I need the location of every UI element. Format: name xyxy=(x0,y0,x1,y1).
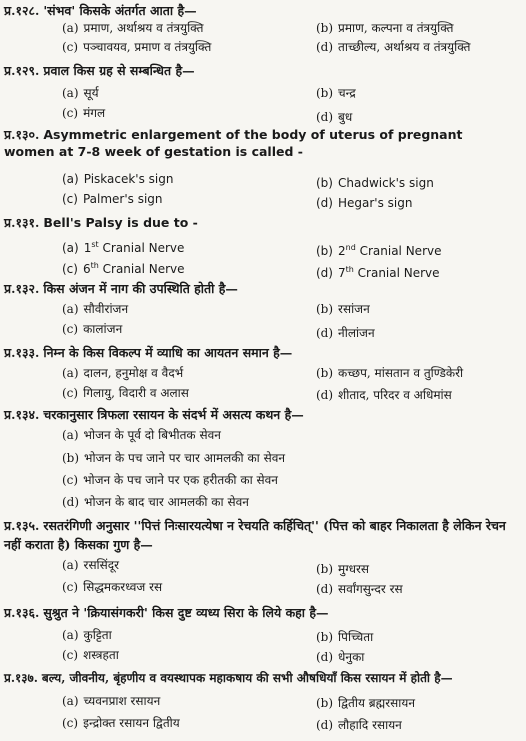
question-133 xyxy=(4,344,522,361)
option-b: (b) पिच्चिता xyxy=(316,630,374,644)
question-text: Bell's Palsy is due to - xyxy=(43,215,198,230)
option-d: (d) धेनुका xyxy=(316,650,365,664)
option-c: (c) Palmer's sign xyxy=(62,192,163,206)
option-d: (d) शीताद, परिदर व अधिमांस xyxy=(316,388,452,402)
option-c: (c) भोजन के पच जाने पर एक हरीतकी का सेवन xyxy=(62,473,278,487)
question-number: प्र.१३७. xyxy=(4,671,38,685)
question-131 xyxy=(4,214,522,231)
question-text: Asymmetric enlargement of the body of uterus of pregnant women at 7-8 week of gestation is called - xyxy=(4,127,463,159)
question-text: चरकानुसार त्रिफला रसायन के संदर्भ में असत्य कथन है— xyxy=(43,407,304,422)
option-d: (d) ताच्छील्य, अर्थाश्रय व तंत्रयुक्ति xyxy=(316,40,471,54)
option-b: (b) रसांजन xyxy=(316,302,370,316)
option-a: (a) रससिंदूर xyxy=(62,558,120,572)
option-d: (d) सर्वांगसुन्दर रस xyxy=(316,582,403,596)
option-b: (b) भोजन के पच जाने पर चार आमलकी का सेवन xyxy=(62,451,286,465)
option-a: (a) दालन, हनुमोक्ष व वैदर्भ xyxy=(62,366,184,380)
option-d: (d) Hegar's sign xyxy=(316,196,413,210)
question-text: बल्य, जीवनीय, बृंहणीय व वयस्थापक महाकषाय की सभी औषधियाँ किस रसायन में होती है— xyxy=(41,671,453,685)
option-a: (a) कुट्टिता xyxy=(62,628,112,642)
question-132 xyxy=(4,280,522,297)
option-b: (b) Chadwick's sign xyxy=(316,176,434,190)
question-text: सुश्रुत ने 'क्रियासंगकरी' किस दुष्ट व्यध्य सिरा के लिये कहा है— xyxy=(43,605,329,620)
option-a: (a) सौवीरांजन xyxy=(62,302,129,316)
option-b: (b) कच्छप, मांसतान व तुण्डिकेरी xyxy=(316,366,464,380)
question-number: प्र.१३२. xyxy=(4,281,40,296)
question-number: प्र.१२८. xyxy=(4,3,40,18)
question-129 xyxy=(4,62,522,79)
option-d: (d) 7th Cranial Nerve xyxy=(316,265,440,280)
question-135 xyxy=(4,516,509,554)
question-text: रसतरंगिणी अनुसार ''पित्तं निःसारयत्येषा न रेचयति कर्हिचित्'' (पित्त को बाहर निकालता है लेकिन रेचन नहीं कराता है) किसका गुण है— xyxy=(4,518,506,552)
question-128 xyxy=(4,2,522,19)
option-c: (c) कालांजन xyxy=(62,322,123,336)
option-a: (a) सूर्य xyxy=(62,86,99,100)
question-number: प्र.१३३. xyxy=(4,345,40,360)
question-number: प्र.१३४. xyxy=(4,407,40,422)
option-d: (d) भोजन के बाद चार आमलकी का सेवन xyxy=(62,495,249,509)
question-text: किस अंजन में नाग की उपस्थिति होती है— xyxy=(43,281,238,296)
question-number: प्र.१२९. xyxy=(4,63,40,78)
question-number: प्र.१३१. xyxy=(4,215,40,230)
option-a: (a) 1st Cranial Nerve xyxy=(62,240,185,255)
option-b: (b) प्रमाण, कल्पना व तंत्रयुक्ति xyxy=(316,21,454,35)
question-text: प्रवाल किस ग्रह से सम्बन्धित है— xyxy=(43,63,195,78)
option-c: (c) सिद्धमकरध्वज रस xyxy=(62,580,163,594)
option-d: (d) लौहादि रसायन xyxy=(316,718,402,732)
option-b: (b) 2nd Cranial Nerve xyxy=(316,243,442,258)
option-c: (c) शस्त्रहता xyxy=(62,648,119,662)
question-number: प्र.१३०. xyxy=(4,127,40,142)
option-b: (b) चन्द्र xyxy=(316,86,356,100)
question-134 xyxy=(4,406,522,423)
option-a: (a) च्यवनप्राश रसायन xyxy=(62,694,161,708)
option-c: (c) गिलायु, विदारी व अलास xyxy=(62,386,189,400)
option-c: (c) इन्द्रोक्त रसायन द्वितीय xyxy=(62,716,180,730)
option-d: (d) नीलांजन xyxy=(316,326,375,340)
option-a: (a) प्रमाण, अर्थाश्रय व तंत्रयुक्ति xyxy=(62,21,204,35)
question-text: निम्न के किस विकल्प में व्याधि का आयतन समान है— xyxy=(43,345,293,360)
option-a: (a) भोजन के पूर्व दो बिभीतक सेवन xyxy=(62,428,221,442)
option-d: (d) बुध xyxy=(316,110,353,124)
option-c: (c) मंगल xyxy=(62,106,106,120)
option-c: (c) पञ्चावयव, प्रमाण व तंत्रयुक्ति xyxy=(62,40,212,54)
option-a: (a) Piskacek's sign xyxy=(62,172,174,186)
option-b: (b) द्वितीय ब्रह्मरसायन xyxy=(316,696,415,710)
question-130 xyxy=(4,126,509,160)
question-136 xyxy=(4,604,522,621)
question-number: प्र.१३५. xyxy=(4,518,40,533)
question-137 xyxy=(4,670,522,687)
question-text: 'संभव' किसके अंतर्गत आता है— xyxy=(43,3,197,18)
question-number: प्र.१३६. xyxy=(4,605,40,620)
option-b: (b) मुग्धरस xyxy=(316,562,369,576)
option-c: (c) 6th Cranial Nerve xyxy=(62,261,185,276)
